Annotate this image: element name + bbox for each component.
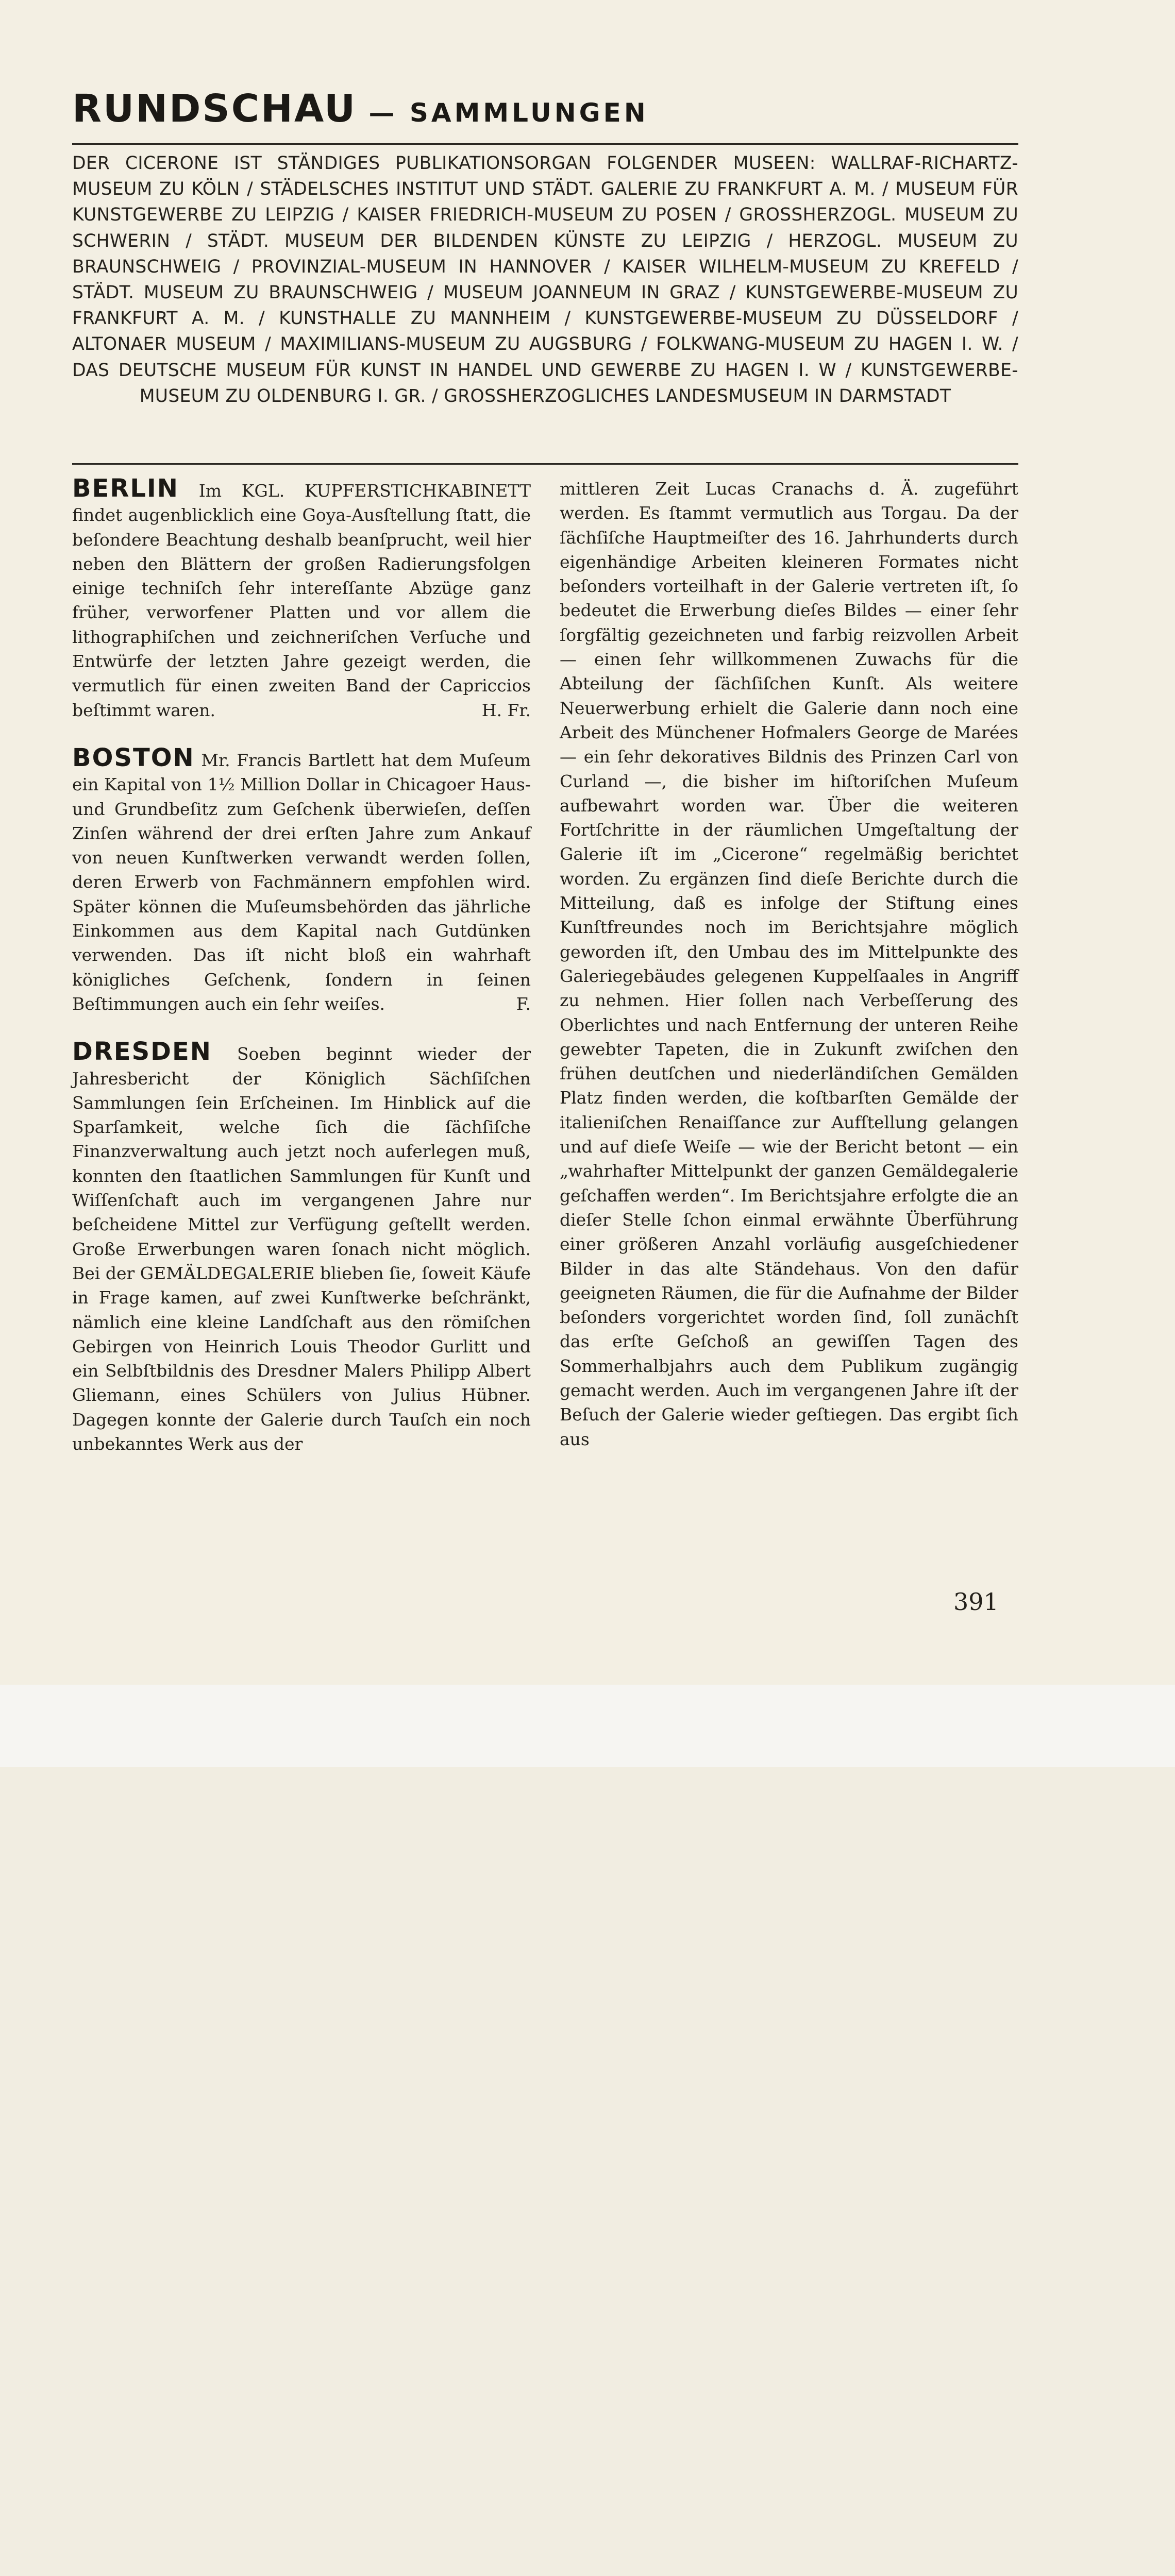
- section-boston: [72, 743, 531, 1016]
- section-dresden: [72, 1037, 531, 1456]
- boston-text: Mr. Francis Bartlett hat dem Muſeum ein Kapital von 1½ Million Dollar in Chicagoer Haus- und Grundbeſitz zum Geſchenk überwieſen, deſſen Zinſen während der drei erſten Jahre zum Ankauf von neuen Kunſtwerken verwandt werden ſollen, deren Erwerb von Fachmännern empfohlen wird. Später können die Muſeumsbehörden das jährliche Einkommen aus dem Kapital nach Gutdünken verwenden. Das iſt nicht bloß ein wahrhaft königliches Geſchenk, ſondern in ſeinen Beſtimmungen auch ein ſehr weiſes.: [72, 750, 531, 1014]
- city-heading-berlin: BERLIN: [72, 474, 179, 503]
- left-column: [72, 474, 531, 1480]
- page-title: [72, 87, 649, 131]
- title-sub: SAMMLUNGEN: [409, 98, 649, 128]
- city-heading-boston: BOSTON: [72, 743, 195, 772]
- city-heading-dresden: DRESDEN: [72, 1037, 212, 1066]
- berlin-signature: H. Fr.: [481, 700, 531, 720]
- dresden-text: Soeben beginnt wieder der Jahresbericht der Königlich Sächſiſchen Sammlungen ſein Erſcheinen. Im Hinblick auf die Sparſamkeit, welche ſich die ſächſiſche Finanzverwaltung auch jetzt noch auferlegen muß, konnten den ſtaatlichen Sammlungen für Kunſt und Wiſſenſchaft auch im vergangenen Jahre nur beſcheidene Mittel zur Verfügung geſtellt werden. Große Erwerbungen waren ſonach nicht möglich. Bei der GEMÄLDEGALERIE blieben ſie, ſoweit Käufe in Frage kamen, auf zwei Kunſtwerke beſchränkt, nämlich eine kleine Landſchaft aus den römiſchen Gebirgen von Heinrich Louis Theodor Gurlitt und ein Selbſtbildnis des Dresdner Malers Philipp Albert Gliemann, eines Schülers von Julius Hübner. Dagegen konnte der Galerie durch Tauſch ein noch unbekanntes Werk aus der: [72, 1044, 531, 1454]
- right-column: [560, 477, 1018, 1451]
- page-number: 391: [953, 1588, 999, 1616]
- boston-signature: F.: [516, 993, 531, 1014]
- footer-bar: [0, 1685, 1175, 1767]
- top-rule: [72, 143, 1018, 145]
- middle-rule: [72, 463, 1018, 465]
- section-berlin: [72, 474, 531, 722]
- right-column-text: mittleren Zeit Lucas Cranachs d. Ä. zugeführt werden. Es ſtammt vermutlich aus Torgau. Da der ſächſiſche Hauptmeiſter des 16. Jahrhunderts durch eigenhändige Arbeiten kleineren Formates nicht beſonders vorteilhaft in der Galerie vertreten iſt, ſo bedeutet die Erwerbung dieſes Bildes — einer ſehr ſorgfältig gezeichneten und farbig reizvollen Arbeit — einen ſehr willkommenen Zuwachs für die Abteilung der ſächſiſchen Kunſt. Als weitere Neuerwerbung erhielt die Galerie dann noch eine Arbeit des Münchener Hofmalers George de Marées — ein ſehr dekoratives Bildnis des Prinzen Carl von Curland —, die bisher im hiſtoriſchen Muſeum aufbewahrt worden war. Über die weiteren Fortſchritte in der räumlichen Umgeſtaltung der Galerie iſt im „Cicerone“ regelmäßig berichtet worden. Zu ergänzen ſind dieſe Berichte durch die Mitteilung, daß es infolge der Stiftung eines Kunſtfreundes noch im Berichtsjahre möglich geworden iſt, den Umbau des im Mittelpunkte des Galeriegebäudes gelegenen Kuppelſaales in Angriff zu nehmen. Hier ſollen nach Verbeſſerung des Oberlichtes und nach Entfernung der unteren Reihe gewebter Tapeten, die in Zukunft zwiſchen den frühen deutſchen und niederländiſchen Gemälden Platz finden werden, die koſtbarſten Gemälde der italieniſchen Renaiſſance zur Aufſtellung gelangen und auf dieſe Weiſe — wie der Bericht betont — ein „wahrhafter Mittelpunkt der ganzen Gemäldegalerie geſchaffen werden“. Im Berichtsjahre erfolgte die an dieſer Stelle ſchon einmal erwähnte Überführung einer größeren Anzahl vorläufig ausgeſchiedener Bilder in das alte Ständehaus. Von den dafür geeigneten Räumen, die für die Aufnahme der Bilder beſonders vorgerichtet worden ſind, ſoll zunächſt das erſte Geſchoß an gewiſſen Tagen des Sommerhalbjahrs auch dem Publikum zugängig gemacht werden. Auch im vergangenen Jahre iſt der Beſuch der Galerie wieder geſtiegen. Das ergibt ſich aus: [560, 479, 1018, 1449]
- berlin-text: Im KGL. KUPFERSTICHKABINETT findet augenblicklich eine Goya-Ausſtellung ſtatt, die beſondere Beachtung deshalb beanſprucht, weil hier neben den Blättern der großen Radierungsfolgen einige techniſch ſehr intereſſante Abzüge ganz früher, verworfener Platten und vor allem die lithographiſchen und zeichneriſchen Verſuche und Entwürfe der letzten Jahre gezeigt werden, die vermutlich für einen zweiten Band der Capriccios beſtimmt waren.: [72, 481, 531, 720]
- museum-list: DER CICERONE IST STÄNDIGES PUBLIKATIONSORGAN FOLGENDER MUSEEN: WALLRAF-RICHARTZ-MUSEUM ZU KÖLN / STÄDELSCHES INSTITUT UND STÄDT. GALERIE ZU FRANKFURT A. M. / MUSEUM FÜR KUNSTGEWERBE ZU LEIPZIG / KAISER FRIEDRICH-MUSEUM ZU POSEN / GROSSHERZOGL. MUSEUM ZU SCHWERIN / STÄDT. MUSEUM DER BILDENDEN KÜNSTE ZU LEIPZIG / HERZOGL. MUSEUM ZU BRAUNSCHWEIG / PROVINZIAL-MUSEUM IN HANNOVER / KAISER WILHELM-MUSEUM ZU KREFELD / STÄDT. MUSEUM ZU BRAUNSCHWEIG / MUSEUM JOANNEUM IN GRAZ / KUNSTGEWERBE-MUSEUM ZU FRANKFURT A. M. / KUNSTHALLE ZU MANNHEIM / KUNSTGEWERBE-MUSEUM ZU DÜSSELDORF / ALTONAER MUSEUM / MAXIMILIANS-MUSEUM ZU AUGSBURG / FOLKWANG-MUSEUM ZU HAGEN I. W. / DAS DEUTSCHE MUSEUM FÜR KUNST IN HANDEL UND GEWERBE ZU HAGEN I. W / KUNSTGEWERBE-MUSEUM ZU OLDENBURG I. GR. / GROSSHERZOGLICHES LANDESMUSEUM IN DARMSTADT: [72, 153, 1018, 406]
- title-dash: —: [357, 98, 410, 128]
- title-main: RUNDSCHAU: [72, 87, 357, 131]
